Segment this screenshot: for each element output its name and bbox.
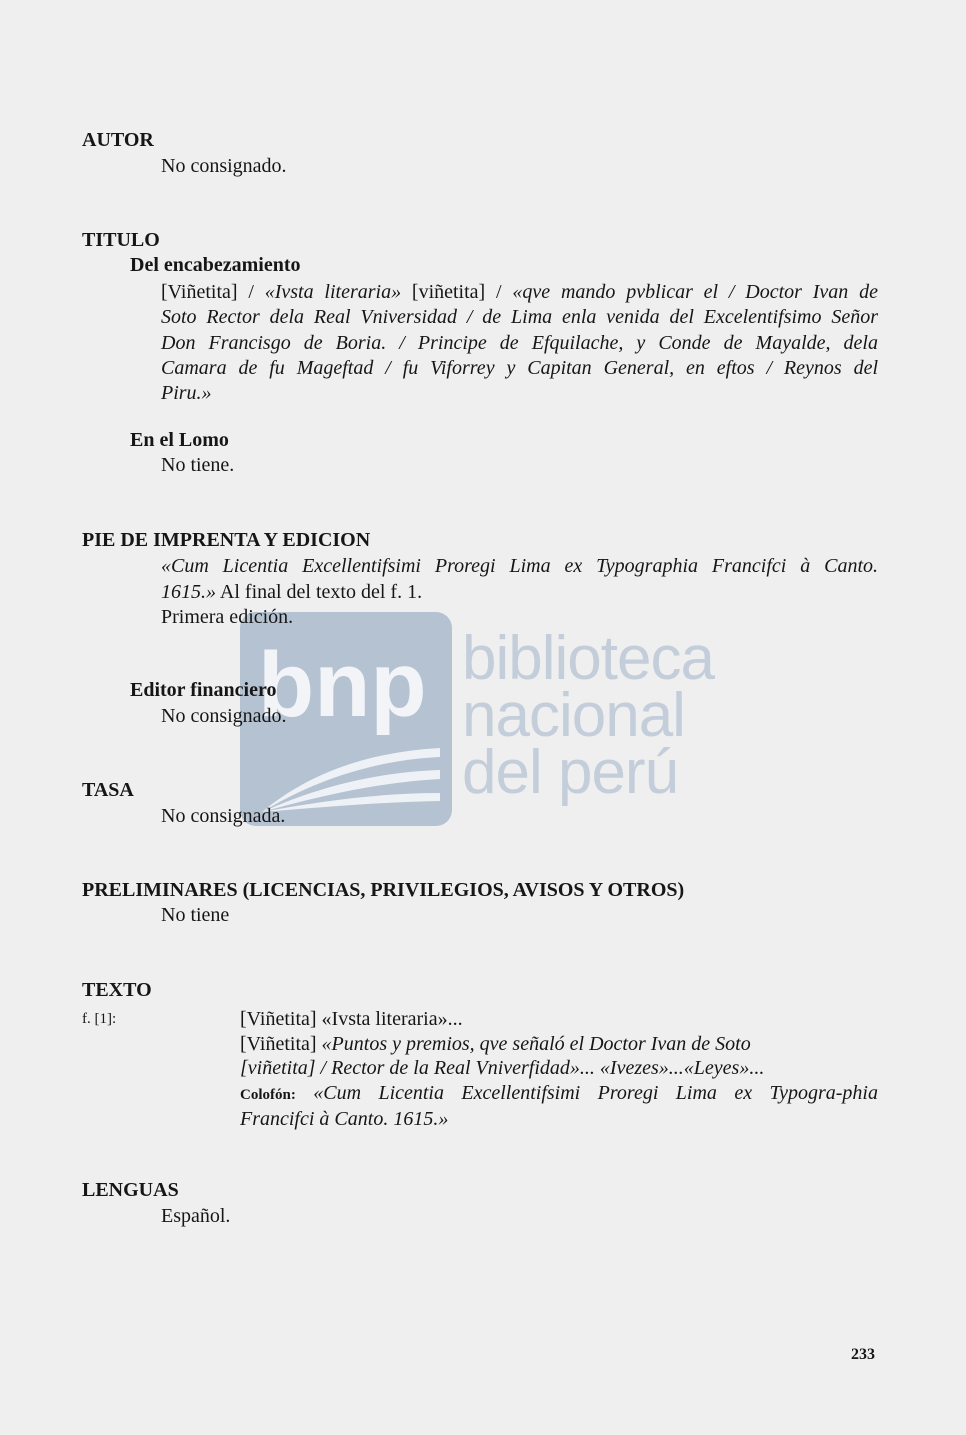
- text-line: [240, 1081, 878, 1108]
- lomo-label: En el Lomo: [130, 429, 229, 451]
- text-segment: [Viñetita]: [240, 1032, 317, 1055]
- encabezamiento-label: Del encabezamiento: [130, 254, 301, 276]
- text-line: «Cum Licentia Excellentifsimi Proregi Lima ex Typographia Francifci à Canto.: [161, 555, 878, 577]
- text-line: [161, 580, 878, 606]
- colofon-label: Colofón:: [240, 1086, 296, 1103]
- watermark-line: biblioteca: [462, 624, 714, 693]
- text-segment: 1615.»: [161, 580, 216, 603]
- folio-label: f. [1]:: [82, 1011, 117, 1027]
- text-segment: «qve mando pvblicar el / Doctor Ivan de: [512, 281, 878, 303]
- text-line: Soto Rector dela Real Vniversidad / de Lima enla venida del Excelentifsimo Señor: [161, 306, 878, 329]
- text-segment: «Puntos y premios, qve señaló el Doctor Ivan de Soto: [321, 1032, 751, 1055]
- text-line: Piru.»: [161, 382, 212, 404]
- watermark-wordmark: [462, 624, 714, 807]
- page-number: 233: [851, 1346, 875, 1363]
- tasa-heading: TASA: [82, 779, 134, 801]
- logo-letters: bnp: [258, 634, 427, 736]
- pie-imprenta-text: [161, 554, 878, 631]
- text-segment: «Cum Licentia Excellentifsimi Proregi Lima ex Typogra-phia: [313, 1081, 878, 1104]
- text-line: [Viñetita] «Ivsta literaria»...: [240, 1008, 463, 1030]
- titulo-heading: TITULO: [82, 229, 160, 251]
- text-line: Primera edición.: [161, 606, 294, 628]
- editor-value: No consignado.: [161, 705, 287, 727]
- encabezamiento-text: [161, 280, 878, 406]
- text-line: Don Francisgo de Boria. / Principe de Efquilache, y Conde de Mayalde, dela: [161, 331, 878, 354]
- text-segment: [viñetita] /: [411, 281, 502, 303]
- preliminares-heading: PRELIMINARES (LICENCIAS, PRIVILEGIOS, AVISOS Y OTROS): [82, 879, 685, 901]
- text-segment: [Viñetita] /: [161, 281, 254, 303]
- lenguas-heading: LENGUAS: [82, 1179, 179, 1201]
- autor-value: No consignado.: [161, 155, 287, 177]
- text-segment: «Ivsta literaria»: [264, 281, 402, 303]
- pie-imprenta-heading: PIE DE IMPRENTA Y EDICION: [82, 529, 371, 551]
- text-line: Francifci à Canto. 1615.»: [240, 1108, 449, 1130]
- autor-heading: AUTOR: [82, 129, 154, 151]
- texto-lines: [240, 1007, 878, 1132]
- watermark-line: nacional: [462, 681, 685, 750]
- text-segment: Al final del texto del f. 1.: [219, 580, 423, 603]
- text-line: [240, 1032, 878, 1057]
- text-line: Camara de fu Mageftad / fu Viforrey y Capitan General, en eftos / Reynos del: [161, 356, 878, 379]
- text-line: [161, 280, 878, 305]
- preliminares-value: No tiene: [161, 904, 230, 926]
- lenguas-value: Español.: [161, 1205, 231, 1227]
- texto-heading: TEXTO: [82, 979, 152, 1001]
- lomo-value: No tiene.: [161, 454, 235, 476]
- editor-label: Editor financiero: [130, 679, 277, 701]
- tasa-value: No consignada.: [161, 805, 286, 827]
- text-line: [viñetita] / Rector de la Real Vniverfidad»... «Ivezes»...«Leyes»...: [240, 1057, 765, 1079]
- watermark-line: del perú: [462, 738, 679, 807]
